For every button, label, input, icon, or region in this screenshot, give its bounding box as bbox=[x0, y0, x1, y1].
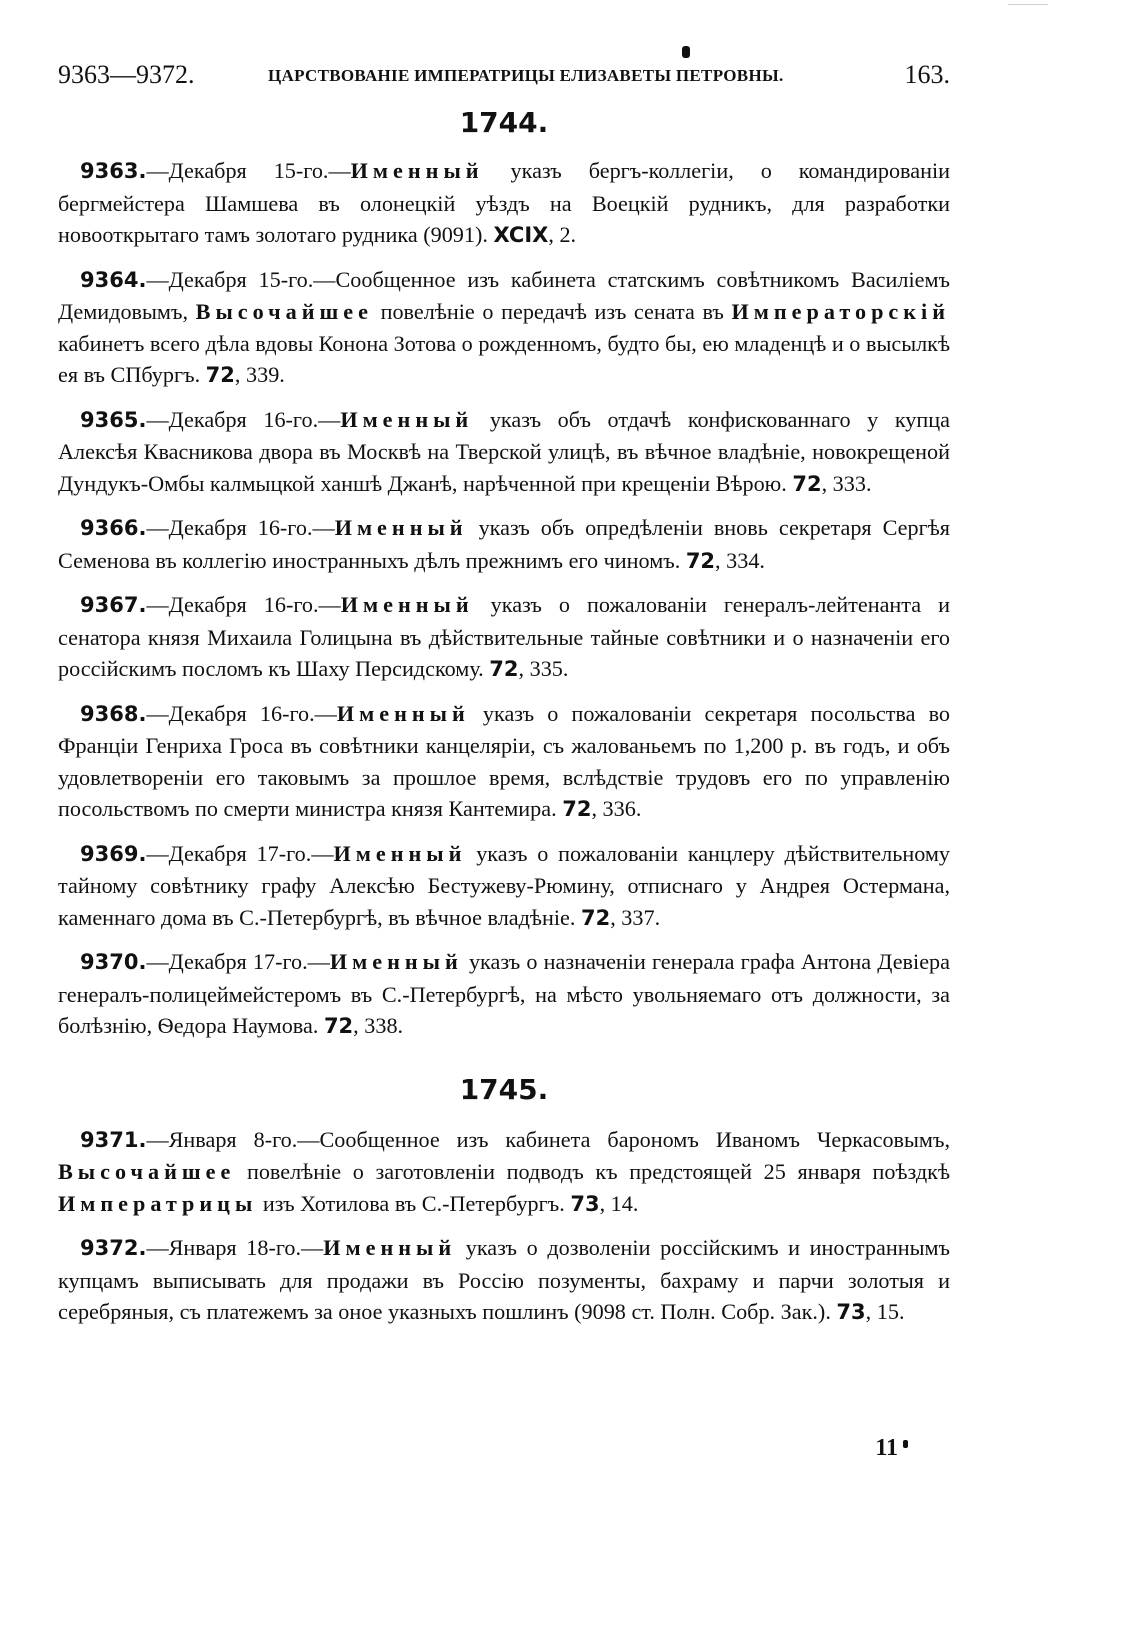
volume-ref: 72 bbox=[205, 363, 235, 387]
signature-mark: 11 bbox=[875, 1435, 898, 1461]
entry-9363: 9363.—Декабря 15-го.—Именный указъ бергъ-коллегіи, о командированіи бергмейстера Шамшева въ олонецкій уѣздъ на Воецкій рудникъ, для разработки новооткрытаго тамъ золотаго рудника (9091). XCIX, 2. bbox=[58, 158, 950, 247]
running-title: ЦАРСТВОВАНІЕ ИМПЕРАТРИЦЫ ЕЛИЗАВЕТЫ ПЕТРОВНЫ. bbox=[268, 66, 784, 85]
volume-ref: 72 bbox=[792, 471, 822, 496]
entry-number: 9363. bbox=[80, 159, 147, 183]
entry-9368: 9368.—Декабря 16-го.—Именный указъ о пожалованіи секретаря посольства во Франціи Генриха Гроса въ совѣтники канцеляріи, съ жалованьемъ по 1,200 р. въ годъ, и объ удовлетвореніи его таковымъ за прошлое время, вслѣдствіе трудовъ его по управленію посольствомъ по смерти министра князя Кантемира. 72, 336. bbox=[58, 700, 950, 821]
volume-ref: 72 bbox=[580, 905, 611, 930]
entry-number: 9364. bbox=[80, 267, 147, 292]
document-page bbox=[58, 60, 950, 1341]
entry-9371: 9371.—Января 8-го.—Сообщенное изъ кабинета барономъ Иваномъ Черкасовымъ, Высочайшее повелѣніе о заготовленіи подводъ къ предстоящей 25 января поѣздкѣ Императрицы изъ Хотилова въ С.-Петербургъ. 73, 14. bbox=[58, 1126, 950, 1216]
entry-9366: 9366.—Декабря 16-го.—Именный указъ объ опредѣленіи вновь секретаря Сергѣя Семенова въ коллегію иностранныхъ дѣлъ прежнимъ его чиномъ. 72, 334. bbox=[58, 515, 950, 573]
entry-9364: 9364.—Декабря 15-го.—Сообщенное изъ кабинета статскимъ совѣтникомъ Василіемъ Демидовымъ, Высочайшее повелѣніе о передачѣ изъ сената въ Императорскій кабинетъ всего дѣла вдовы Конона Зотова о рожденномъ, будто бы, ею младенцѣ и о высылкѣ ея въ СПбургъ. 72, 339. bbox=[58, 266, 950, 387]
running-header bbox=[58, 60, 950, 100]
entry-number: 9365. bbox=[80, 407, 147, 432]
entry-number: 9366. bbox=[80, 516, 147, 540]
page-number: 163. bbox=[904, 60, 950, 89]
printer-dot-mark bbox=[682, 46, 690, 58]
entry-9372: 9372.—Января 18-го.—Именный указъ о дозволеніи россійскимъ и иностраннымъ купцамъ выписывать для продажи въ Россію позументы, бахраму и парчи золотыя и серебряныя, съ платежемъ за оное указныхъ пошлинъ (9098 ст. Полн. Собр. Зак.). 73, 15. bbox=[58, 1235, 950, 1324]
entry-number: 9371. bbox=[80, 1127, 147, 1152]
entry-number: 9368. bbox=[80, 701, 147, 726]
volume-ref: 72 bbox=[489, 657, 519, 681]
volume-ref: 72 bbox=[685, 548, 716, 573]
volume-ref: 72 bbox=[562, 797, 592, 821]
entry-number: 9370. bbox=[80, 950, 147, 974]
entry-number: 9372. bbox=[80, 1236, 147, 1260]
entry-number: 9369. bbox=[80, 841, 147, 866]
scan-edge-mark bbox=[1008, 4, 1048, 5]
year-heading-1744: 1744. bbox=[459, 106, 549, 139]
entry-9370: 9370.—Декабря 17-го.—Именный указъ о назначеніи генерала графа Антона Девіера генералъ-полицеймейстеромъ въ С.-Петербургѣ, на мѣсто увольняемаго отъ должности, за болѣзнію, Ѳедора Наумова. 72, 338. bbox=[58, 949, 950, 1038]
volume-ref: XCIX bbox=[493, 223, 549, 247]
entry-number: 9367. bbox=[80, 593, 147, 617]
entry-9369: 9369.—Декабря 17-го.—Именный указъ о пожалованіи канцлеру дѣйствительному тайному совѣтнику графу Алексѣю Бестужеву-Рюмину, отписнаго у Андрея Остермана, каменнаго дома въ С.-Петербургѣ, въ вѣчное владѣніе. 72, 337. bbox=[58, 840, 950, 930]
signature-dot bbox=[903, 1440, 908, 1448]
volume-ref: 73 bbox=[570, 1191, 600, 1216]
volume-ref: 72 bbox=[323, 1014, 354, 1038]
entry-9365: 9365.—Декабря 16-го.—Именный указъ объ отдачѣ конфискованнаго у купца Алексѣя Квасникова двора въ Москвѣ на Тверской улицѣ, въ вѣчное владѣніе, новокрещеной Дундукъ-Омбы калмыцкой ханшѣ Джанѣ, нарѣченной при крещеніи Вѣрою. 72, 333. bbox=[58, 406, 950, 496]
year-heading-1745: 1745. bbox=[459, 1072, 549, 1106]
entry-range: 9363—9372. bbox=[58, 60, 195, 89]
volume-ref: 73 bbox=[836, 1300, 866, 1324]
entry-9367: 9367.—Декабря 16-го.—Именный указъ о пожалованіи генералъ-лейтенанта и сенатора князя Михаила Голицына въ дѣйствительные тайные совѣтники и о назначеніи его россійскимъ посломъ къ Шаху Персидскому. 72, 335. bbox=[58, 592, 950, 681]
